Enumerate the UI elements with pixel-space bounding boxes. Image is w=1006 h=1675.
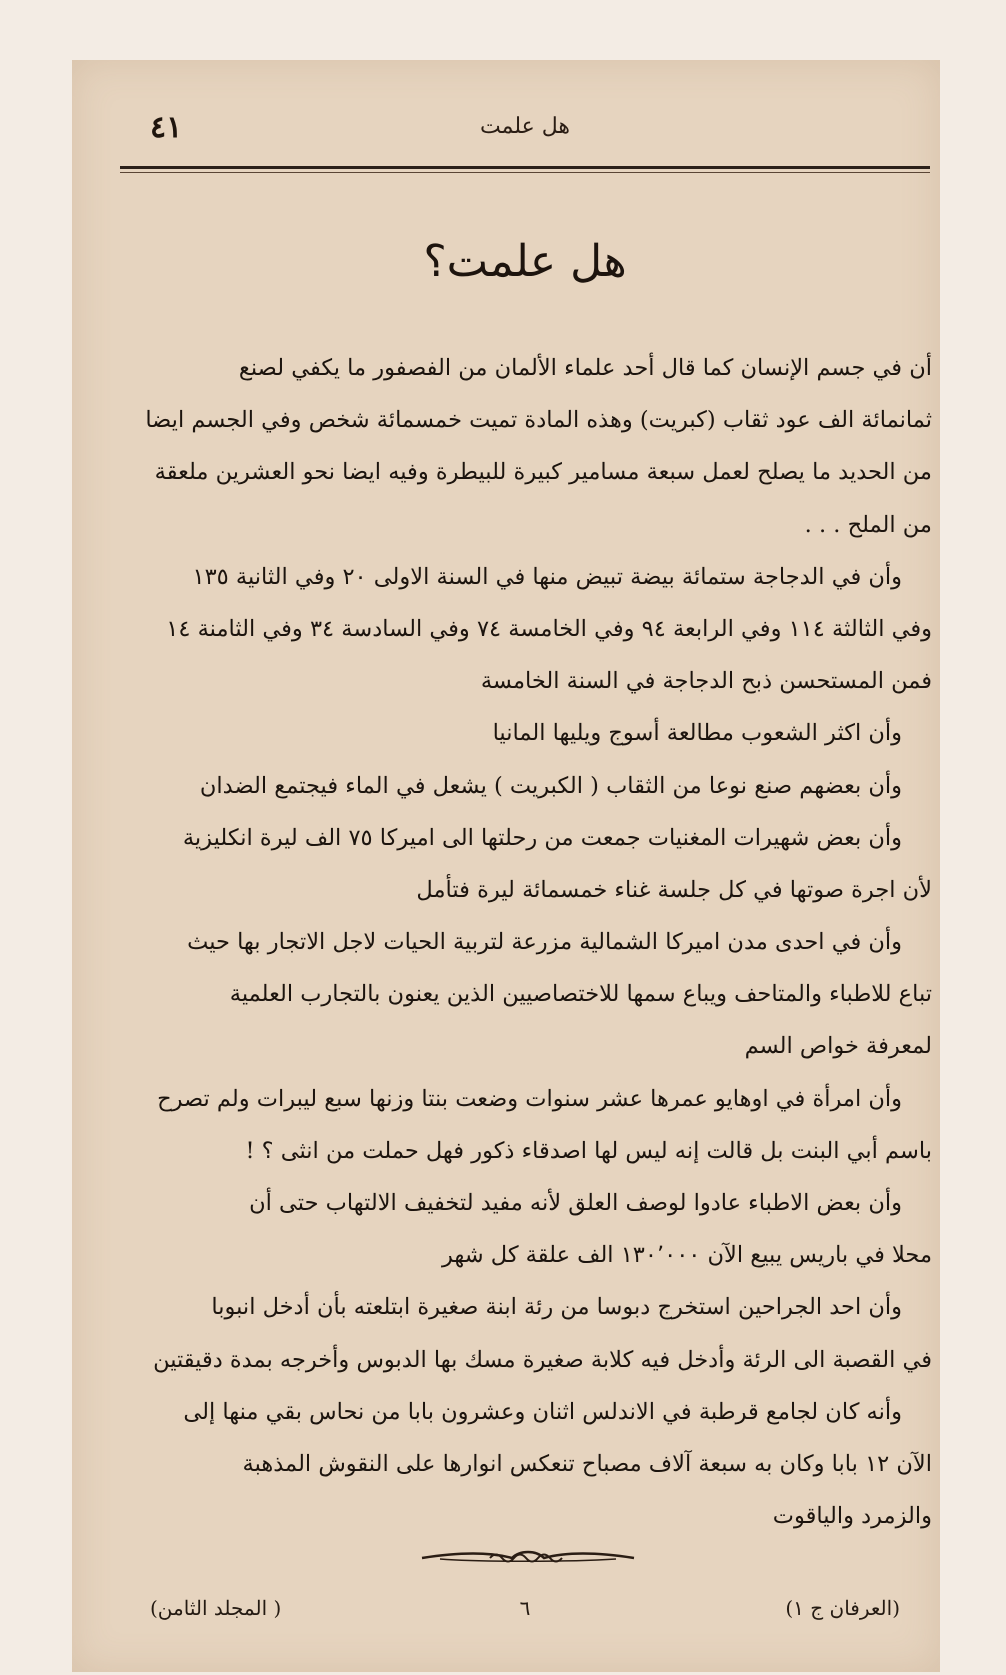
body-line-14: لمعرفة خواص السم: [744, 1033, 932, 1060]
footer-journal: (العرفان ج ١): [785, 1596, 900, 1620]
body-line-3: من الحديد ما يصلح لعمل سبعة مسامير كبيرة للبيطرة وفيه ايضا نحو العشرين ملعقة: [154, 459, 932, 486]
footer-volume: ( المجلد الثامن): [150, 1596, 282, 1620]
header-rule: [120, 166, 930, 169]
running-title: هل علمت: [480, 114, 570, 139]
body-line-20: في القصبة الى الرئة وأدخل فيه كلابة صغيرة مسك بها الدبوس وأخرجه بمدة دقيقتين: [153, 1346, 932, 1373]
body-line-7: فمن المستحسن ذبح الدجاجة في السنة الخامسة: [480, 668, 932, 695]
body-line-21: وأنه كان لجامع قرطبة في الاندلس اثنان وعشرون بابا من نحاس بقي منها إلى: [183, 1398, 902, 1425]
body-line-22: الآن ١٢ بابا وكان به سبعة آلاف مصباح تنعكس انوارها على النقوش المذهبة: [242, 1450, 932, 1477]
body-line-12: وأن في احدى مدن اميركا الشمالية مزرعة لتربية الحيات لاجل الاتجار بها حيث: [187, 929, 902, 956]
page-header: [120, 110, 930, 150]
body-line-17: وأن بعض الاطباء عادوا لوصف العلق لأنه مفيد لتخفيف الالتهاب حتى أن: [249, 1190, 902, 1216]
footer-signature: ٦: [519, 1596, 531, 1620]
body-line-5: وأن في الدجاجة ستمائة بيضة تبيض منها في السنة الاولى ٢٠ وفي الثانية ١٣٥: [192, 563, 902, 590]
body-line-19: وأن احد الجراحين استخرج دبوسا من رئة ابنة صغيرة ابتلعته بأن أدخل انبوبا: [211, 1294, 902, 1321]
body-line-10: وأن بعض شهيرات المغنيات جمعت من رحلتها الى اميركا ٧٥ الف ليرة انكليزية: [182, 824, 902, 851]
article-body: [112, 342, 932, 1542]
body-line-8: وأن اكثر الشعوب مطالعة أسوج ويليها المانيا: [492, 720, 902, 747]
body-line-16: باسم أبي البنت بل قالت إنه ليس لها اصدقاء ذكور فهل حملت من انثى ؟ !: [245, 1137, 932, 1164]
body-line-18: محلا في باريس يبيع الآن ١٣٠٬٠٠٠ الف علقة كل شهر: [441, 1242, 932, 1269]
body-line-6: وفي الثالثة ١١٤ وفي الرابعة ٩٤ وفي الخامسة ٧٤ وفي السادسة ٣٤ وفي الثامنة ١٤: [166, 615, 932, 642]
page-footer: [120, 1596, 930, 1636]
body-line-1: أن في جسم الإنسان كما قال أحد علماء الألمان من الفصفور ما يكفي لصنع: [238, 355, 932, 381]
body-line-9: وأن بعضهم صنع نوعا من الثقاب ( الكبريت ) يشعل في الماء فيجتمع الضدان: [199, 772, 902, 799]
body-line-11: لأن اجرة صوتها في كل جلسة غناء خمسمائة ليرة فتأمل: [416, 876, 932, 903]
body-line-2: ثمانمائة الف عود ثقاب (كبريت) وهذه المادة تميت خمسمائة شخص وفي الجسم ايضا: [145, 407, 932, 434]
article-title: هل علمت؟: [423, 236, 627, 287]
body-line-15: وأن امرأة في اوهايو عمرها عشر سنوات وضعت بنتا وزنها سبع ليبرات ولم تصرح: [157, 1085, 902, 1112]
ornament-divider: [420, 1546, 636, 1570]
body-line-23: والزمرد والياقوت: [772, 1503, 932, 1530]
header-rule-thin: [120, 172, 930, 173]
body-line-4: من الملح . . .: [804, 511, 932, 538]
body-line-13: تباع للاطباء والمتاحف ويباع سمها للاختصاصيين الذين يعنون بالتجارب العلمية: [229, 981, 932, 1008]
page-number: ٤١: [150, 110, 183, 145]
